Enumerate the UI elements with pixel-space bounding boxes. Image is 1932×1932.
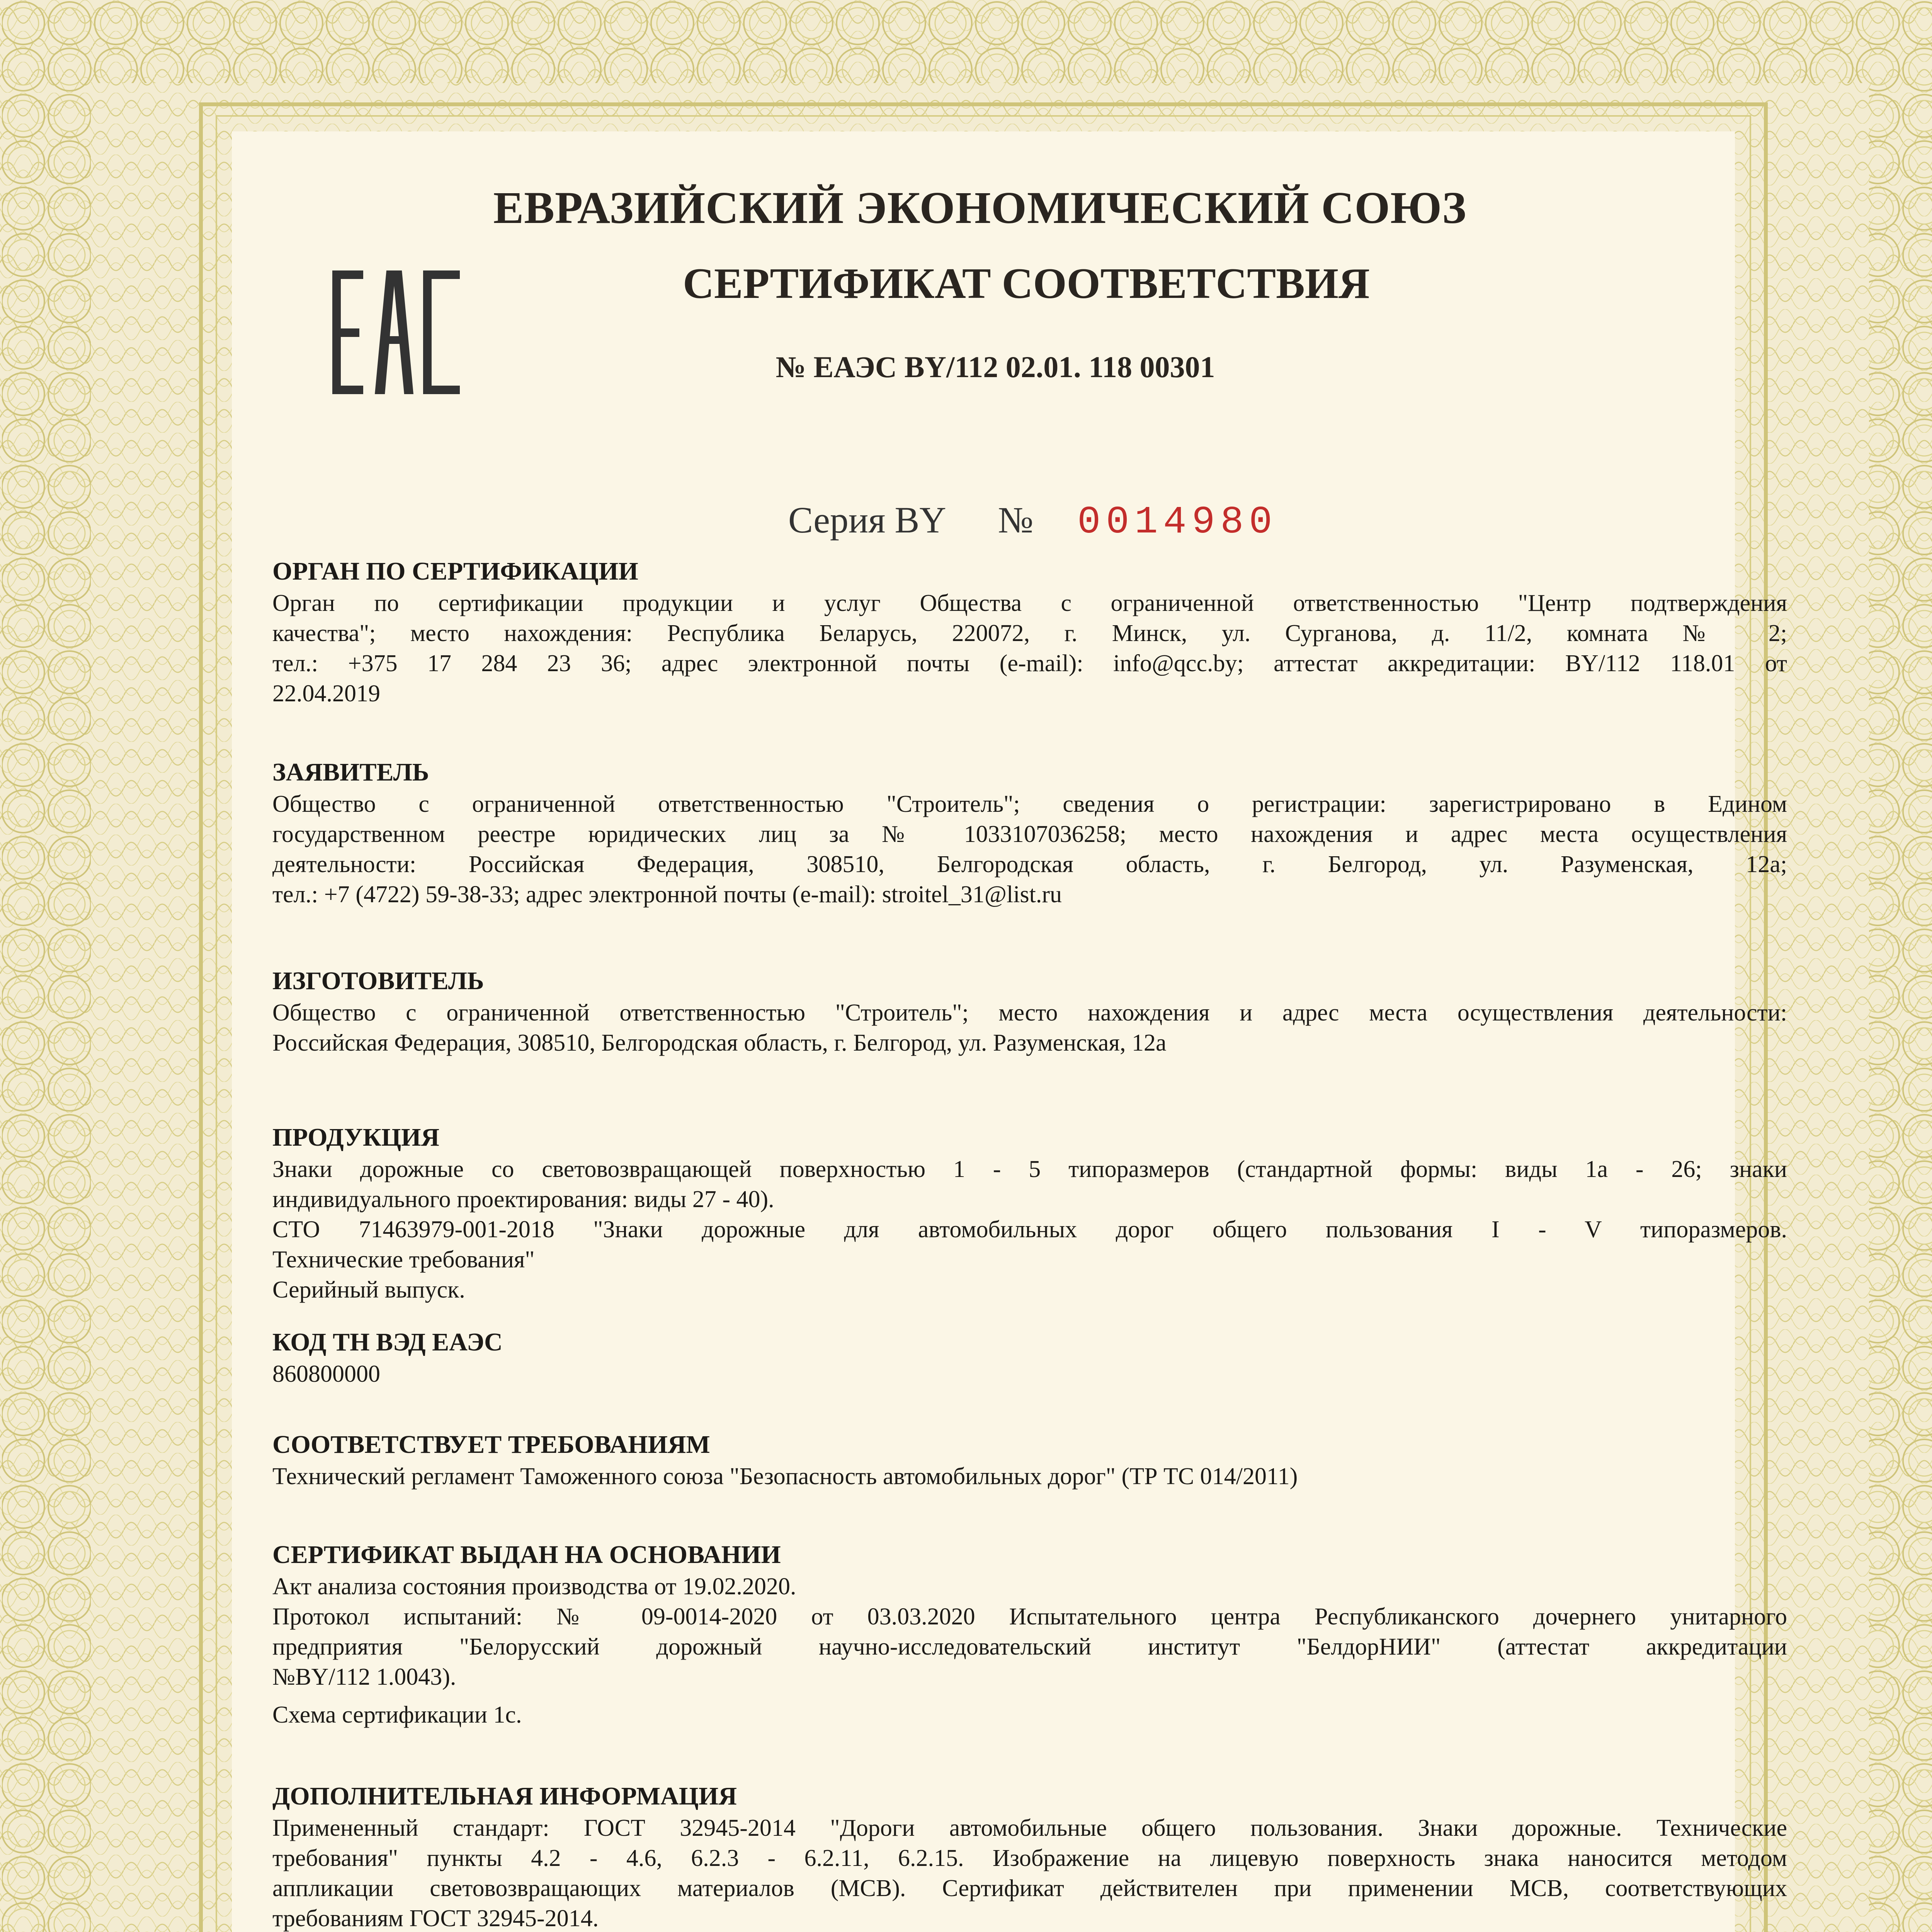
certificate-number: № ЕАЭС BY/112 02.01. 118 00301 bbox=[776, 350, 1215, 384]
section-manufacturer bbox=[272, 966, 1787, 1058]
section-line: Протокол испытаний: № 09-0014-2020 от 03.03.2020 Испытательного центра Республиканского дочернего унитарного bbox=[272, 1604, 1787, 1630]
section-heading: ЗАЯВИТЕЛЬ bbox=[272, 758, 429, 786]
union-heading: ЕВРАЗИЙСКИЙ ЭКОНОМИЧЕСКИЙ СОЮЗ bbox=[493, 182, 1467, 233]
section-line: Орган по сертификации продукции и услуг Общества с ограниченной ответственностью "Центр подтверждения bbox=[272, 590, 1787, 616]
section-conforms bbox=[272, 1430, 1787, 1492]
section-organ bbox=[272, 556, 1787, 709]
section-line: индивидуального проектирования: виды 27 - 40). bbox=[272, 1186, 774, 1213]
section-line: государственном реестре юридических лиц за № 1033107036258; место нахождения и адрес места осуществления bbox=[272, 821, 1787, 847]
section-line: аппликации световозвращающих материалов (МСВ). Сертификат действителен при применении МСВ, соответствующих bbox=[272, 1875, 1787, 1901]
section-line: 22.04.2019 bbox=[272, 680, 380, 707]
section-line: требованиям ГОСТ 32945-2014. bbox=[272, 1905, 599, 1932]
section-line: Схема сертификации 1с. bbox=[272, 1702, 522, 1728]
series-line bbox=[788, 498, 1277, 544]
section-heading: ИЗГОТОВИТЕЛЬ bbox=[272, 967, 484, 995]
section-line: Серийный выпуск. bbox=[272, 1277, 465, 1303]
series-no-sign: № bbox=[998, 499, 1034, 541]
section-line: требования" пункты 4.2 - 4.6, 6.2.3 - 6.2.11, 6.2.15. Изображение на лицевую поверхность знака наносится методом bbox=[272, 1845, 1787, 1871]
section-heading: СЕРТИФИКАТ ВЫДАН НА ОСНОВАНИИ bbox=[272, 1541, 781, 1569]
section-line: Общество с ограниченной ответственностью "Строитель"; место нахождения и адрес места осуществления деятельности: bbox=[272, 1000, 1787, 1026]
section-applicant bbox=[272, 757, 1787, 910]
section-line: Технические требования" bbox=[272, 1247, 535, 1273]
section-line: Знаки дорожные со световозвращающей поверхностью 1 - 5 типоразмеров (стандартной формы: виды 1а - 26; знаки bbox=[272, 1156, 1787, 1182]
section-line: качества"; место нахождения: Республика Беларусь, 220072, г. Минск, ул. Сурганова, д. 11/2, комната № 2; bbox=[272, 620, 1787, 646]
section-line: Технический регламент Таможенного союза "Безопасность автомобильных дорог" (ТР ТС 014/2011) bbox=[272, 1463, 1298, 1490]
section-line: №BY/112 1.0043). bbox=[272, 1664, 456, 1690]
section-line: Примененный стандарт: ГОСТ 32945-2014 "Дороги автомобильные общего пользования. Знаки дорожные. Технические bbox=[272, 1815, 1787, 1841]
series-number: 0014980 bbox=[1077, 501, 1278, 544]
section-heading: СООТВЕТСТВУЕТ ТРЕБОВАНИЯМ bbox=[272, 1430, 710, 1459]
section-tnved bbox=[272, 1327, 1787, 1389]
series-label: Серия BY bbox=[788, 499, 946, 541]
section-heading: КОД ТН ВЭД ЕАЭС bbox=[272, 1328, 503, 1356]
section-product bbox=[272, 1122, 1787, 1305]
section-line: СТО 71463979-001-2018 "Знаки дорожные для автомобильных дорог общего пользования I - V типоразмеров. bbox=[272, 1216, 1787, 1243]
section-line: 860800000 bbox=[272, 1361, 380, 1387]
section-line: тел.: +375 17 284 23 36; адрес электронной почты (e-mail): info@qcc.by; аттестат аккредитации: BY/112 118.01 от bbox=[272, 650, 1787, 677]
certificate-title: СЕРТИФИКАТ СООТВЕТСТВИЯ bbox=[683, 260, 1370, 308]
section-line: Акт анализа состояния производства от 19.02.2020. bbox=[272, 1573, 796, 1600]
section-heading: ОРГАН ПО СЕРТИФИКАЦИИ bbox=[272, 557, 638, 585]
section-additional bbox=[272, 1781, 1787, 1932]
section-line: Российская Федерация, 308510, Белгородская область, г. Белгород, ул. Разуменская, 12а bbox=[272, 1030, 1167, 1056]
section-heading: ДОПОЛНИТЕЛЬНАЯ ИНФОРМАЦИЯ bbox=[272, 1782, 737, 1810]
section-line: Общество с ограниченной ответственностью "Строитель"; сведения о регистрации: зарегистрировано в Едином bbox=[272, 791, 1787, 817]
section-line: предприятия "Белорусский дорожный научно-исследовательский институт "БелдорНИИ" (аттестат аккредитации bbox=[272, 1634, 1787, 1660]
section-line: деятельности: Российская Федерация, 308510, Белгородская область, г. Белгород, ул. Разуменская, 12а; bbox=[272, 851, 1787, 878]
section-heading: ПРОДУКЦИЯ bbox=[272, 1123, 440, 1151]
section-basis bbox=[272, 1540, 1787, 1730]
section-line: тел.: +7 (4722) 59-38-33; адрес электронной почты (e-mail): stroitel_31@list.ru bbox=[272, 881, 1062, 908]
